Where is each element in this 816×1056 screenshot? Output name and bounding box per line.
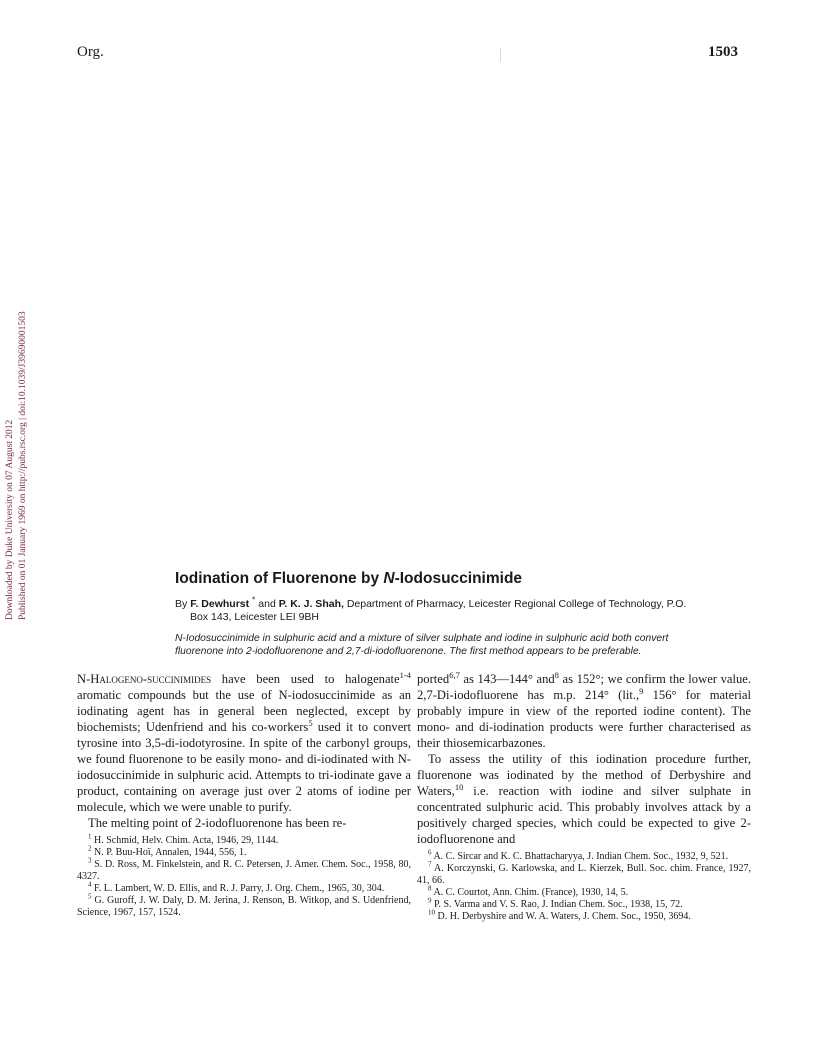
- text-run: aromatic compounds but the use of N-iodosuccinimide as an iodinating agent has in general been neglected, except by biochemists; Udenfriend and his co-workers: [77, 688, 411, 734]
- body-paragraph: [417, 751, 751, 847]
- abstract: N-Iodosuccinimide in sulphuric acid and a mixture of silver sulphate and iodine in sulphuric acid both convert fluorenone into 2-iodofluorenone and 2,7-di-iodofluorenone. The first method appears to be preferable.: [175, 633, 669, 657]
- body-paragraph: The melting point of 2-iodofluorenone has been re-: [88, 816, 347, 830]
- header-divider: [500, 48, 501, 62]
- footnote: $^6$ A. C. Sircar and K. C. Bhattacharyya, J. Indian Chem. Soc., 1932, 9, 521.: [428, 848, 729, 862]
- affiliation-cont: Box 143, Leicester LEI 9BH: [190, 611, 319, 623]
- author-block: By F. Dewhurst * and P. K. J. Shah, Department of Pharmacy, Leicester Regional College of Technology, P.O. Box 143, Leicester LEI 9BH: [175, 598, 745, 624]
- footnote: $^7$ A. Korczynski, G. Karlowska, and L. Kierzek, Bull. Soc. chim. France, 1927, 41, 66.: [417, 860, 751, 886]
- footnote: $^3$ S. D. Ross, M. Finkelstein, and R. C. Petersen, J. Amer. Chem. Soc., 1958, 80, 4327.: [77, 856, 411, 882]
- citation-mark: 8: [554, 669, 559, 680]
- text-run: have been used to halogenate: [211, 672, 400, 686]
- citation-mark: 5: [308, 717, 313, 728]
- text-run: ported: [417, 672, 450, 686]
- footnote-list: [417, 848, 751, 923]
- footnote-list: [77, 832, 411, 919]
- footnote: $^1$ H. Schmid, Helv. Chim. Acta, 1946, 29, 1144.: [88, 832, 279, 846]
- footnote: $^{10}$ D. H. Derbyshire and W. A. Waters, J. Chem. Soc., 1950, 3694.: [428, 908, 691, 922]
- publication-doi-notice[interactable]: Published on 01 January 1969 on http://pubs.rsc.org | doi:10.1039/J39690001503: [18, 311, 28, 620]
- journal-section-label: Org.: [77, 44, 104, 60]
- citation-mark: 9: [639, 685, 644, 696]
- footnote: $^9$ P. S. Varma and V. S. Rao, J. Indian Chem. Soc., 1938, 15, 72.: [428, 896, 683, 910]
- body-paragraph: [417, 671, 751, 751]
- page-number: 1503: [708, 44, 738, 60]
- citation-mark: 6,7: [449, 669, 460, 680]
- text-run: To assess the utility of this iodination procedure further, fluorenone was iodinated by the method of Derbyshire and Waters,: [417, 752, 751, 798]
- download-notice[interactable]: Downloaded by Duke University on 07 August 2012: [5, 419, 15, 620]
- affiliation: Department of Pharmacy, Leicester Regional College of Technology, P.O.: [346, 598, 687, 610]
- text-run: i.e. reaction with iodine and silver sulphate in concentrated sulphuric acid. This probably involves attack by a positively charged species, which could be expected to give 2-iodofluorenone and: [417, 784, 751, 846]
- corresponding-mark: *: [252, 594, 256, 605]
- footnote: $^5$ G. Guroff, J. W. Daly, D. M. Jerina, J. Renson, B. Witkop, and S. Udenfriend, Science, 1967, 157, 1524.: [77, 892, 411, 918]
- footnote: $^2$ N. P. Buu-Hoï, Annalen, 1944, 556, 1.: [88, 844, 247, 858]
- citation-mark: 1-4: [399, 669, 411, 680]
- text-run: as 152°; we confirm the lower value. 2,7-Di-iodofluorene has m.p. 214° (lit.,: [417, 672, 751, 702]
- text-run: 156° for material probably impure in view of the reported iodine content). The mono- and di-iodination products were further characterised as their thiosemicarbazones.: [417, 688, 751, 750]
- author-name: F. Dewhurst: [190, 598, 250, 610]
- article-title: Iodination of Fluorenone by N-Iodosuccinimide: [175, 570, 523, 587]
- right-column: [417, 671, 751, 923]
- text-run: used it to convert tyrosine into 3,5-di-iodotyrosine. In spite of the carbonyl groups, we found fluorenone to be easily mono- and di-iodinated with N-iodosuccinimide in sulphuric acid. Attempts to tri-iodinate gave a product, containing on average just over 2 atoms of iodine per molecule, which we were unable to purify.: [77, 720, 411, 814]
- footnote: $^4$ F. L. Lambert, W. D. Ellis, and R. J. Parry, J. Org. Chem., 1965, 30, 304.: [88, 880, 385, 894]
- citation-mark: 10: [454, 781, 464, 792]
- left-column: [77, 671, 411, 919]
- author-name: P. K. J. Shah,: [278, 598, 344, 610]
- text-run: as 143—144° and: [459, 672, 555, 686]
- body-paragraph: [77, 671, 411, 815]
- download-sidebar: [0, 255, 52, 625]
- footnote: $^8$ A. C. Courtot, Ann. Chim. (France), 1930, 14, 5.: [428, 884, 629, 898]
- text-run: N-Halogeno-succinimides: [77, 672, 212, 686]
